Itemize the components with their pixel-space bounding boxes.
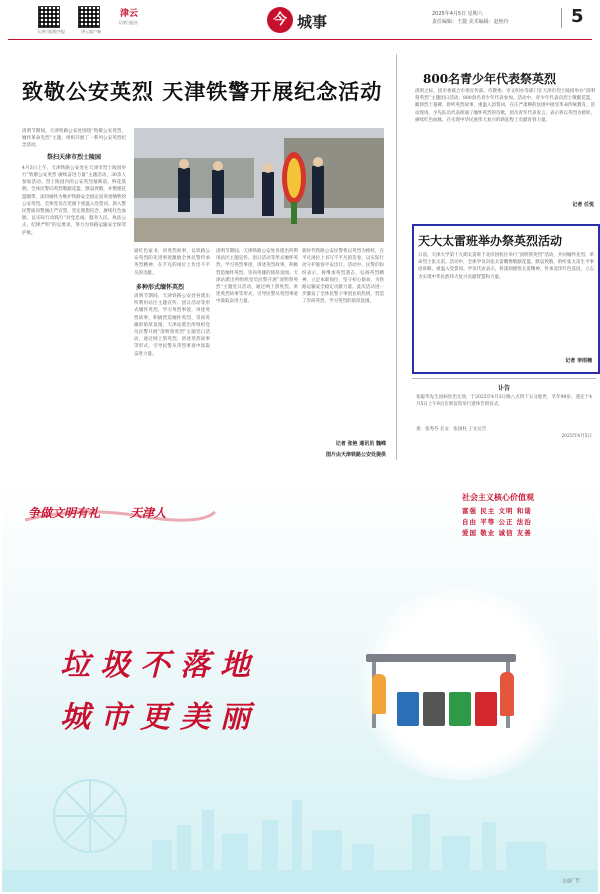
memorial-photo xyxy=(134,128,384,242)
core-values-title: 社会主义核心价值观 xyxy=(462,493,534,502)
main-col2-top: 诵红色家书，讲英烈故事，以铁路公安英烈的先进事迹激励全体民警传承英烈精神，在平凡的岗位上作出不平凡的贡献。 xyxy=(134,249,210,276)
main-subhead-2: 多种形式缅怀英烈 xyxy=(136,284,185,291)
page-number: 5 xyxy=(571,6,584,27)
main-col3a: 清明节期间，天津铁路公安处各派出所利用站区主题宣传、团日活动等形式缅怀英烈，学习英烈事迹，讲述英烈故事，积极营造缅怀英烈、崇尚英雄的浓厚氛围。天津站派出所组织党员民警开展“清明祭英烈”主题党日活动，通过网上祭英烈、讲述英烈故事等形式，引导民警从英烈事迹中汲取奋进力量。 xyxy=(216,249,298,305)
column-divider xyxy=(396,54,397,460)
notice-title: 讣告 xyxy=(497,385,510,392)
editor-line: 责任编辑：王捷 美术编辑：赵艳玲 xyxy=(432,19,509,25)
side1-headline: 800名青少年代表祭英烈 xyxy=(423,72,557,86)
section-logo-icon: 今 xyxy=(267,7,293,33)
qr2-caption: 津云客户端 xyxy=(81,29,101,34)
main-intro: 清明节期间，天津铁路公安处围绕“致敬公安英烈，缅怀革命先烈”主题，组织开展了一系列公安英烈纪念活动。 xyxy=(22,129,126,149)
obituary-notice xyxy=(412,378,596,459)
ad-footer-tag: 公益广告 xyxy=(562,879,580,884)
side2-body: 日前，天津大学第十九期太雷班于北洋园校区举行“清明祭英烈”活动，共同缅怀先烈、革命烈士张太雷。活动中，全体学员向张太雷雕像敬献花篮、默哀致敬，聆听张太雷生平事迹讲解，重温入党誓词。学员代表表示，将深刻感悟太雷精神，传承北洋红色基因，立志为实现中华民族伟大复兴贡献智慧和力量。 xyxy=(418,253,594,280)
ad-slogan-line2: 城市更美丽 xyxy=(60,700,260,735)
side2-headline: 天大太雷班举办祭英烈活动 xyxy=(418,234,563,248)
core-values-line3: 爱国 敬业 诚信 友善 xyxy=(462,529,532,537)
page-header xyxy=(0,0,600,40)
main-headline: 致敬公安英烈 天津铁警开展纪念活动 xyxy=(22,79,383,104)
notice-body: 张聪华先生因病医治无效，于2025年4月3日晚八点四十五分逝世，享年98岁。遗定于4月5日上午9点在殡仪馆举行遗体告别仪式。 xyxy=(416,395,592,408)
header-divider xyxy=(561,8,562,28)
photo-credit: 图片由天津铁路公安处提供 xyxy=(325,452,386,458)
ad-brush-right: 天津人 xyxy=(130,506,167,520)
side2-box xyxy=(412,224,600,374)
main-byline: 记者 张艳 通讯员 魏嵘 xyxy=(335,441,386,447)
ad-brush-left: 争做文明有礼 xyxy=(28,506,101,520)
notice-date: 2025年4月5日 xyxy=(561,434,592,440)
recycle-bin-gray-icon xyxy=(423,692,445,726)
notice-signature: 妻：张秀芬 长女：张国柱 子女泣告 xyxy=(416,427,487,432)
main-col2-body: 清明节期间，天津铁路公安处各派出所利用站区主题宣传、团日活动等形式缅怀英烈，学习英烈事迹，讲述英烈故事，积极营造缅怀英烈、崇尚英雄的浓厚氛围。天津站派出所组织党员民警开展“清明祭英烈”主题党日活动，通过网上祭英烈、讲述英烈故事等形式，引导民警从英烈事迹中汲取奋进力量。 xyxy=(134,294,210,357)
main-col1 xyxy=(22,128,126,454)
qr-code-1 xyxy=(38,6,60,28)
city-skyline-icon xyxy=(2,770,598,892)
recycle-bin-blue-icon xyxy=(397,692,419,726)
side1-byline: 记者 任悦 xyxy=(572,202,594,208)
brand-name: 津云 xyxy=(120,9,139,19)
core-values-line2: 自由 平等 公正 法治 xyxy=(462,518,532,526)
girl-figure-icon xyxy=(500,672,514,716)
recycle-bin-green-icon xyxy=(449,692,471,726)
brand-sub: 天津日报社 xyxy=(118,20,138,25)
qr1-caption: 天津日报数字报 xyxy=(37,29,65,34)
main-col3b: 新时代铁路公安民警将以英烈为榜样，在平凡岗位上书写不平凡的答卷，以实际行动守护旅客平安出行。活动中，民警们纷纷表示，将继承英烈遗志，弘扬英烈精神，立足本职岗位，坚守初心使命，为铁路运输安全稳定贡献力量。此次活动进一步激发了全体民警干事创业的热情，营造了崇尚英烈、学习英烈的浓厚氛围。 xyxy=(302,249,384,305)
recycle-bin-red-icon xyxy=(475,692,497,726)
side1-body: 清明之际，团市委联合市委宣传部、市教委、市文明办等部门在天津市烈士陵园举办“清明祭英烈”主题团日活动，800余名青少年代表参加。活动中，青少年代表向烈士敬献花篮，瞻仰烈士墓碑，聆听英烈故事，重温入团誓词，在庄严肃穆的氛围中接受革命传统教育。活动现场，少先队员代表朗诵了缅怀英烈的诗歌，团员青年代表发言，表示将以英烈为榜样，赓续红色血脉，在实现中华民族伟大复兴的新征程上贡献青春力量。 xyxy=(415,89,595,123)
qr-code-2 xyxy=(78,6,100,28)
public-service-ad xyxy=(2,480,598,892)
side2-byline: 记者 李雨楠 xyxy=(565,358,592,364)
ad-slogan-line1: 垃圾不落地 xyxy=(60,648,260,683)
core-values-line1: 富强 民主 文明 和谐 xyxy=(462,507,532,515)
date-line: 2025年4月5日 星期六 xyxy=(432,11,483,17)
main-col1-body: 4月3日上午，天津铁路公安处在天津市烈士陵园举行“致敬公安英烈 赓续奋进力量”主题活动，30余人参加活动。烈士陵园内的公安英烈墓碑前，鲜花簇拥，全体民警向英烈敬献花篮、默哀致敬，并整理花篮缎带，深切缅怀为维护铁路安全稳定而英勇牺牲的公安英烈。全体党员在党旗下重温入党誓词，新入警民警面向警旗庄严宣誓，坚定理想信念，赓续红色血脉，以实际行动践行“对党忠诚、服务人民、执法公正、纪律严明”的总要求，努力为铁路运输安全保驾护航。 xyxy=(22,165,126,236)
main-subhead-1: 祭扫天津市烈士陵园 xyxy=(46,153,101,161)
child-figure-icon xyxy=(372,674,386,714)
header-rule xyxy=(8,39,592,40)
section-title: 城事 xyxy=(297,13,328,31)
memorial-scene-icon xyxy=(134,128,384,242)
station-roof-icon xyxy=(366,654,516,662)
